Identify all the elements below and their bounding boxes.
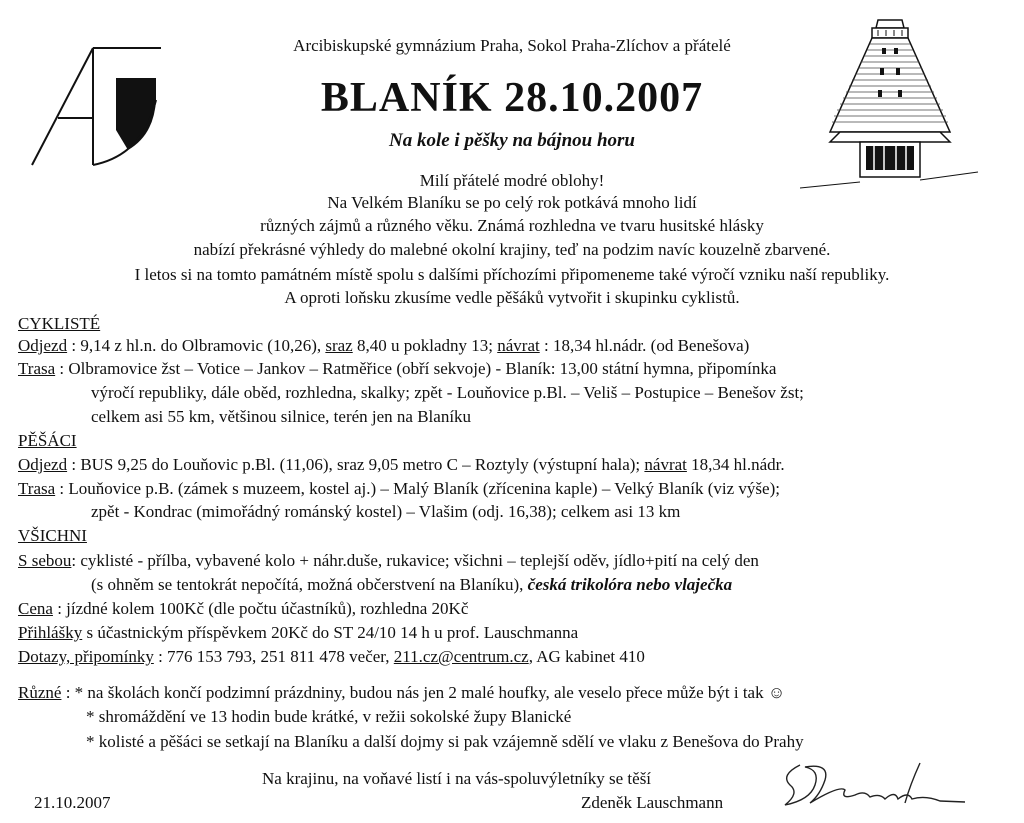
price-text: : jízdné kolem 100Kč (dle počtu účastníků), rozhledna 20Kč: [52, 599, 469, 618]
misc-row: [18, 682, 785, 703]
return-label: návrat: [644, 455, 687, 474]
return-label: návrat: [497, 336, 540, 355]
questions-text: : 776 153 793, 251 811 478 večer,: [153, 647, 394, 666]
signature: [770, 755, 970, 815]
intro-line: nabízí překrásné výhledy do malebné okolní krajiny, teď na podzim navíc kouzelně zbarvené.: [193, 240, 831, 259]
closing-text: Na krajinu, na voňavé listí i na vás-spoluvýletníky se těší: [262, 769, 652, 788]
cyclists-route: [18, 358, 776, 379]
signup-label: Přihlášky: [18, 623, 83, 642]
questions-label: Dotazy, připomínky: [18, 647, 154, 666]
subtitle: Na kole i pěšky na bájnou horu: [389, 130, 635, 151]
departure-text: : 9,14 z hl.n. do Olbramovic (10,26),: [67, 336, 326, 355]
route-text: : Louňovice p.B. (zámek s muzeem, kostel aj.) – Malý Blaník (zřícenina kaple) – Velký Blaník (viz výše);: [55, 479, 780, 498]
bring-row: [18, 550, 759, 571]
intro-line: různých zájmů a různého věku. Známá rozhledna ve tvaru husitské hlásky: [260, 216, 764, 235]
misc-item: * shromáždění ve 13 hodin bude krátké, v režii sokolské župy Blanické: [86, 707, 572, 726]
cyclists-departure: [18, 335, 749, 356]
signup-row: [18, 622, 578, 643]
intro-line: Milí přátelé modré oblohy!: [419, 171, 605, 190]
bring-text: : cyklisté - přílba, vybavené kolo + náhr.duše, rukavice; všichni – teplejší oděv, jídlo+pití na celý den: [71, 551, 759, 570]
route-text: : Olbramovice žst – Votice – Jankov – Ratměřice (obří sekvoje) - Blaník: 13,00 státní hymna, připomínka: [55, 359, 777, 378]
return-text: : 18,34 hl.nádr. (od Benešova): [539, 336, 750, 355]
route-label: Trasa: [18, 359, 56, 378]
walkers-departure: [18, 454, 785, 475]
misc-item: * kolisté a pěšáci se setkají na Blaníku a další dojmy si pak vzájemně sdělí ve vlaku z Benešova do Prahy: [86, 732, 804, 751]
email-link[interactable]: 211.cz@centrum.cz: [393, 647, 529, 666]
page-title: BLANÍK 28.10.2007: [320, 75, 704, 121]
misc-item: : * na školách končí podzimní prázdniny, budou nás jen 2 malé houfky, ale veselo přece může být i tak ☺: [61, 683, 786, 702]
bring-row-cont: [91, 574, 732, 595]
date: 21.10.2007: [34, 793, 111, 812]
cyclists-route-cont: výročí republiky, dále oběd, rozhledna, skalky; zpět - Louňovice p.Bl. – Veliš – Postupice – Benešov žst;: [91, 383, 804, 402]
misc-label: Různé: [18, 683, 62, 702]
departure-label: Odjezd: [18, 455, 68, 474]
intro-line: A oproti loňsku zkusíme vedle pěšáků vytvořit i skupinku cyklistů.: [284, 288, 740, 307]
questions-text-end: , AG kabinet 410: [528, 647, 645, 666]
cyclists-heading: CYKLISTÉ: [18, 314, 101, 333]
walkers-route: [18, 478, 780, 499]
intro-line: I letos si na tomto památném místě spolu s dalšími příchozími připomeneme také výročí vzniku naší republiky.: [134, 265, 890, 284]
meet-label: sraz: [325, 336, 353, 355]
walkers-route-cont: zpět - Kondrac (mimořádný románský kostel) – Vlašim (odj. 16,38); celkem asi 13 km: [91, 502, 681, 521]
return-text: 18,34 hl.nádr.: [686, 455, 785, 474]
cyclists-route-cont: celkem asi 55 km, většinou silnice, terén jen na Blaníku: [91, 407, 472, 426]
questions-row: [18, 646, 645, 667]
flag-note: česká trikolóra nebo vlaječka: [527, 575, 733, 594]
signup-text: s účastnickým příspěvkem 20Kč do ST 24/10 14 h u prof. Lauschmanna: [82, 623, 579, 642]
bring-text: (s ohněm se tentokrát nepočítá, možná občerstvení na Blaníku),: [91, 575, 528, 594]
departure-label: Odjezd: [18, 336, 68, 355]
all-heading: VŠICHNI: [18, 526, 87, 545]
bring-label: S sebou: [18, 551, 72, 570]
meet-text: 8,40 u pokladny 13;: [352, 336, 498, 355]
author-name: Zdeněk Lauschmann: [581, 793, 724, 812]
price-label: Cena: [18, 599, 53, 618]
departure-text: : BUS 9,25 do Louňovic p.Bl. (11,06), sraz 9,05 metro C – Roztyly (výstupní hala);: [67, 455, 645, 474]
organizers: Arcibiskupské gymnázium Praha, Sokol Praha-Zlíchov a přátelé: [293, 36, 731, 55]
route-label: Trasa: [18, 479, 56, 498]
walkers-heading: PĚŠÁCI: [18, 431, 77, 450]
intro-line: Na Velkém Blaníku se po celý rok potkává mnoho lidí: [327, 193, 697, 212]
price-row: [18, 598, 468, 619]
